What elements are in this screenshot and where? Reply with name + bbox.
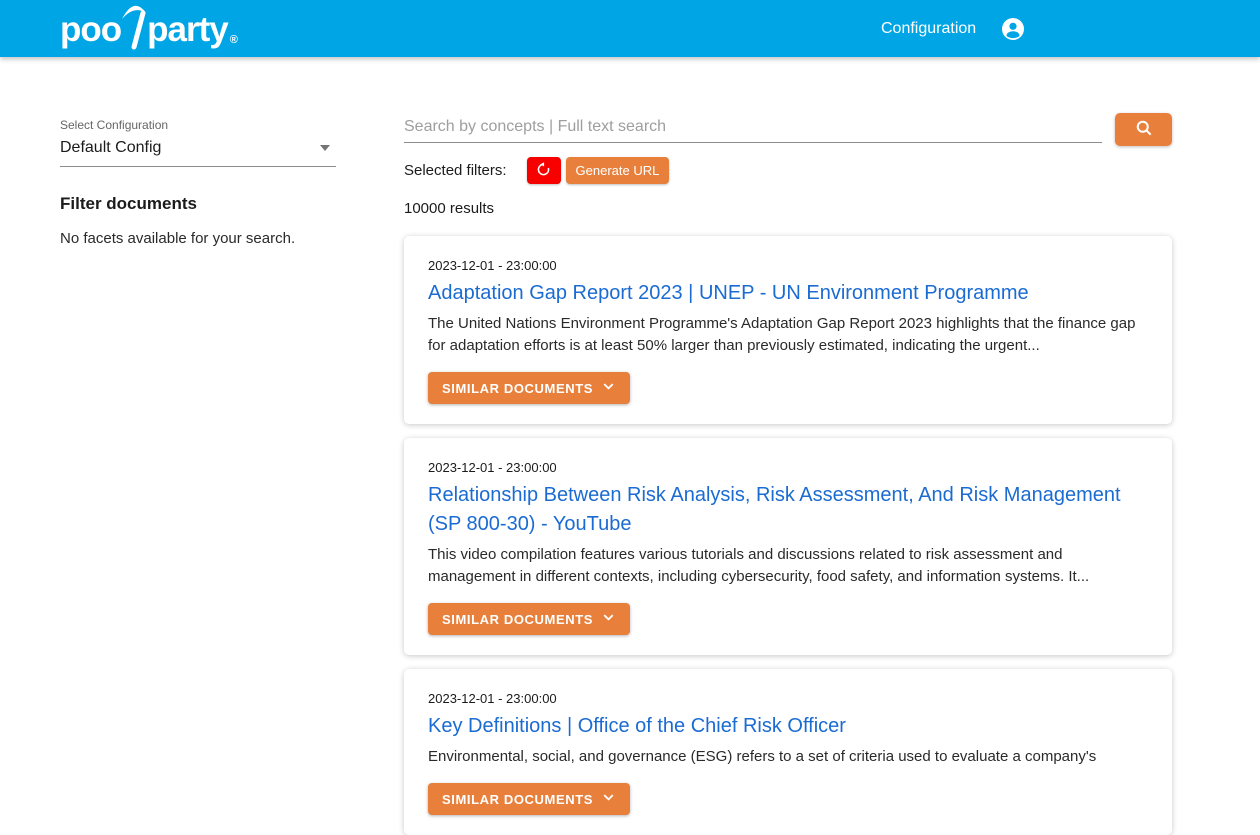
reset-filters-button[interactable] [527, 157, 561, 184]
registered-mark: ® [229, 34, 237, 46]
selected-filters-row [404, 157, 1172, 184]
search-input[interactable] [404, 112, 1102, 143]
account-circle-icon[interactable] [1001, 17, 1025, 41]
configuration-select-value: Default Config [60, 139, 162, 156]
poolparty-logo[interactable] [60, 4, 237, 50]
results-count: 10000 results [404, 200, 495, 217]
chevron-down-icon [601, 610, 616, 628]
configuration-select[interactable] [60, 139, 336, 167]
similar-documents-button[interactable] [428, 372, 630, 404]
logo-text-pre: poo [60, 10, 122, 49]
selected-filters-label: Selected filters: [404, 162, 507, 179]
results-main [404, 112, 1172, 835]
reset-icon [536, 162, 551, 180]
result-snippet: The United Nations Environment Programme's Adaptation Gap Report 2023 highlights that the finance gap for adaptation efforts is at least 50% larger than previously estimated, indicating the urgent... [428, 315, 1136, 354]
chevron-down-icon [601, 379, 616, 397]
result-snippet: This video compilation features various tutorials and discussions related to risk assessment and management in different contexts, including cybersecurity, food safety, and information systems. It... [428, 546, 1090, 585]
result-card [404, 438, 1172, 655]
similar-documents-button[interactable] [428, 783, 630, 815]
chevron-down-icon [320, 145, 330, 151]
chevron-down-icon [601, 790, 616, 808]
result-snippet: Environmental, social, and governance (ESG) refers to a set of criteria used to evaluate a company's [428, 748, 1097, 765]
similar-documents-button[interactable] [428, 603, 630, 635]
umbrella-icon [122, 4, 146, 50]
logo-text-post: party [147, 10, 228, 49]
filter-documents-heading: Filter documents [60, 194, 197, 213]
select-configuration-label: Select Configuration [60, 118, 169, 132]
filter-sidebar [60, 118, 336, 247]
similar-documents-label: SIMILAR DOCUMENTS [442, 611, 594, 627]
no-facets-message: No facets available for your search. [60, 230, 296, 247]
result-title-link[interactable]: Key Definitions | Office of the Chief Risk Officer [428, 715, 846, 737]
results-list [404, 236, 1172, 835]
result-title-link[interactable]: Relationship Between Risk Analysis, Risk Assessment, And Risk Management (SP 800-30) - YouTube [428, 484, 1121, 535]
result-title-link[interactable]: Adaptation Gap Report 2023 | UNEP - UN Environment Programme [428, 282, 1029, 304]
search-icon [1134, 118, 1154, 141]
configuration-link[interactable]: Configuration [881, 19, 977, 37]
search-button[interactable] [1115, 113, 1172, 146]
similar-documents-label: SIMILAR DOCUMENTS [442, 791, 594, 807]
similar-documents-label: SIMILAR DOCUMENTS [442, 380, 594, 396]
generate-url-button[interactable]: Generate URL [566, 157, 670, 184]
result-date: 2023-12-01 - 23:00:00 [428, 460, 557, 475]
result-date: 2023-12-01 - 23:00:00 [428, 691, 557, 706]
result-card [404, 669, 1172, 835]
search-row [404, 112, 1172, 146]
app-header [0, 0, 1260, 57]
result-date: 2023-12-01 - 23:00:00 [428, 258, 557, 273]
result-card [404, 236, 1172, 424]
